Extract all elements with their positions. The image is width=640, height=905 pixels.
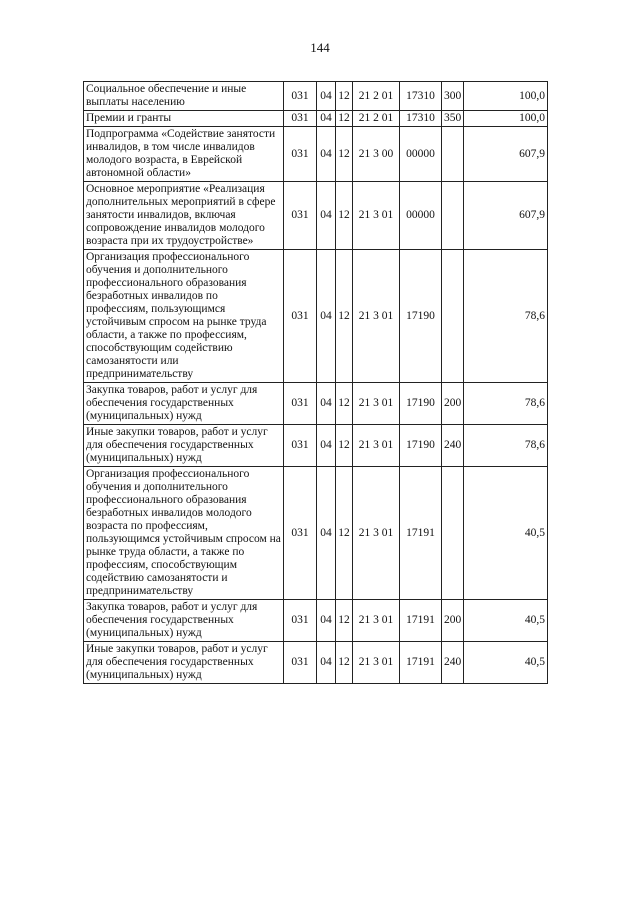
- page-number: 144: [310, 40, 330, 55]
- subsection-code-cell: 12: [336, 642, 353, 684]
- subsection-code-cell: 12: [336, 425, 353, 467]
- ministry-code-cell: 031: [284, 111, 317, 127]
- direction-code-cell: 17191: [400, 642, 442, 684]
- direction-code-cell: 17190: [400, 425, 442, 467]
- section-code-cell: 04: [317, 182, 336, 250]
- expense-type-cell: [442, 250, 464, 383]
- section-code-cell: 04: [317, 111, 336, 127]
- direction-code-cell: 17310: [400, 82, 442, 111]
- direction-code-cell: 17191: [400, 467, 442, 600]
- table-row: [84, 642, 548, 684]
- ministry-code-cell: 031: [284, 182, 317, 250]
- expense-type-cell: 300: [442, 82, 464, 111]
- section-code-cell: 04: [317, 250, 336, 383]
- amount-cell: 40,5: [464, 600, 548, 642]
- section-code-cell: 04: [317, 82, 336, 111]
- program-code-cell: 21 3 01: [353, 425, 400, 467]
- budget-table: [83, 81, 548, 684]
- table-row: [84, 182, 548, 250]
- row-name-cell: Подпрограмма «Содействие занятости инвалидов, в том числе инвалидов молодого возраста, в Еврейской автономной области»: [84, 127, 284, 182]
- expense-type-cell: [442, 467, 464, 600]
- amount-cell: 78,6: [464, 425, 548, 467]
- row-name-cell: Иные закупки товаров, работ и услуг для обеспечения государственных (муниципальных) нужд: [84, 425, 284, 467]
- ministry-code-cell: 031: [284, 467, 317, 600]
- row-name-cell: Социальное обеспечение и иные выплаты населению: [84, 82, 284, 111]
- table-row: [84, 111, 548, 127]
- amount-cell: 100,0: [464, 111, 548, 127]
- section-code-cell: 04: [317, 467, 336, 600]
- expense-type-cell: [442, 182, 464, 250]
- direction-code-cell: 17190: [400, 250, 442, 383]
- ministry-code-cell: 031: [284, 642, 317, 684]
- program-code-cell: 21 2 01: [353, 111, 400, 127]
- row-name-cell: Закупка товаров, работ и услуг для обеспечения государственных (муниципальных) нужд: [84, 383, 284, 425]
- section-code-cell: 04: [317, 642, 336, 684]
- direction-code-cell: 17310: [400, 111, 442, 127]
- section-code-cell: 04: [317, 425, 336, 467]
- subsection-code-cell: 12: [336, 111, 353, 127]
- row-name-cell: Организация профессионального обучения и дополнительного профессионального образования безработных инвалидов по профессиям, пользующимся устойчивым спросом на рынке труда области, а также по профессиям, способствующим содействию самозанятости или предпринимательству: [84, 250, 284, 383]
- expense-type-cell: 240: [442, 642, 464, 684]
- amount-cell: 78,6: [464, 250, 548, 383]
- direction-code-cell: 17190: [400, 383, 442, 425]
- table-row: [84, 600, 548, 642]
- subsection-code-cell: 12: [336, 182, 353, 250]
- ministry-code-cell: 031: [284, 425, 317, 467]
- expense-type-cell: 200: [442, 600, 464, 642]
- table-row: [84, 127, 548, 182]
- row-name-cell: Иные закупки товаров, работ и услуг для обеспечения государственных (муниципальных) нужд: [84, 642, 284, 684]
- subsection-code-cell: 12: [336, 82, 353, 111]
- row-name-cell: Закупка товаров, работ и услуг для обеспечения государственных (муниципальных) нужд: [84, 600, 284, 642]
- program-code-cell: 21 3 01: [353, 182, 400, 250]
- direction-code-cell: 00000: [400, 127, 442, 182]
- amount-cell: 78,6: [464, 383, 548, 425]
- expense-type-cell: 240: [442, 425, 464, 467]
- section-code-cell: 04: [317, 383, 336, 425]
- table-row: [84, 467, 548, 600]
- program-code-cell: 21 3 01: [353, 467, 400, 600]
- subsection-code-cell: 12: [336, 127, 353, 182]
- table-row: [84, 425, 548, 467]
- ministry-code-cell: 031: [284, 82, 317, 111]
- program-code-cell: 21 3 01: [353, 600, 400, 642]
- program-code-cell: 21 3 01: [353, 642, 400, 684]
- program-code-cell: 21 2 01: [353, 82, 400, 111]
- direction-code-cell: 17191: [400, 600, 442, 642]
- subsection-code-cell: 12: [336, 250, 353, 383]
- amount-cell: 40,5: [464, 642, 548, 684]
- ministry-code-cell: 031: [284, 127, 317, 182]
- expense-type-cell: [442, 127, 464, 182]
- table-row: [84, 82, 548, 111]
- expense-type-cell: 350: [442, 111, 464, 127]
- table-row: [84, 250, 548, 383]
- amount-cell: 100,0: [464, 82, 548, 111]
- section-code-cell: 04: [317, 600, 336, 642]
- direction-code-cell: 00000: [400, 182, 442, 250]
- subsection-code-cell: 12: [336, 600, 353, 642]
- ministry-code-cell: 031: [284, 250, 317, 383]
- row-name-cell: Организация профессионального обучения и дополнительного профессионального образования безработных инвалидов молодого возраста по профессиям, пользующимся устойчивым спросом на рынке труда области, а также по профессиям, способствующим содействию самозанятости и предпринимательству: [84, 467, 284, 600]
- section-code-cell: 04: [317, 127, 336, 182]
- subsection-code-cell: 12: [336, 467, 353, 600]
- program-code-cell: 21 3 01: [353, 383, 400, 425]
- table-body: [84, 82, 548, 684]
- ministry-code-cell: 031: [284, 600, 317, 642]
- program-code-cell: 21 3 01: [353, 250, 400, 383]
- program-code-cell: 21 3 00: [353, 127, 400, 182]
- subsection-code-cell: 12: [336, 383, 353, 425]
- table-row: [84, 383, 548, 425]
- row-name-cell: Премии и гранты: [84, 111, 284, 127]
- expense-type-cell: 200: [442, 383, 464, 425]
- amount-cell: 607,9: [464, 127, 548, 182]
- ministry-code-cell: 031: [284, 383, 317, 425]
- amount-cell: 40,5: [464, 467, 548, 600]
- amount-cell: 607,9: [464, 182, 548, 250]
- row-name-cell: Основное мероприятие «Реализация дополнительных мероприятий в сфере занятости инвалидов, включая сопровождение инвалидов молодого возраста при их трудоустройстве»: [84, 182, 284, 250]
